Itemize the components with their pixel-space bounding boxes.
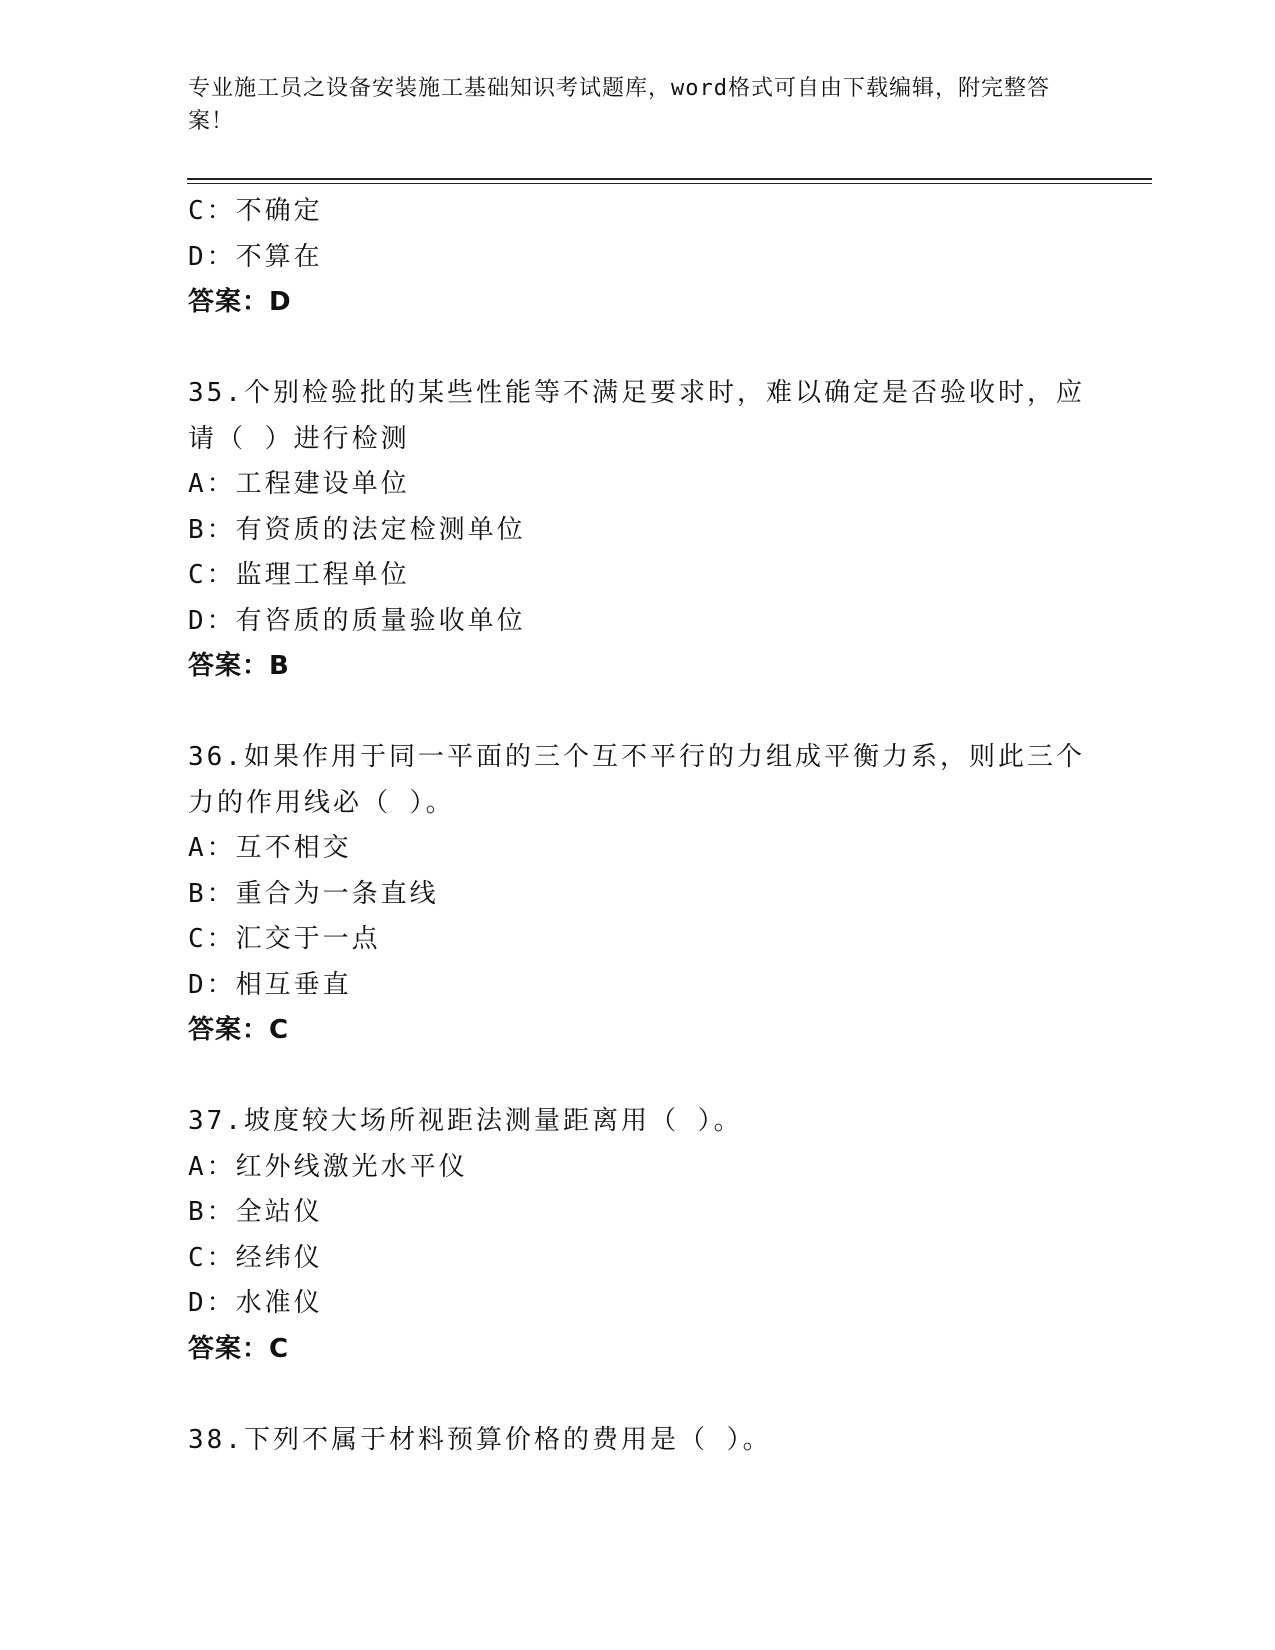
question-stem	[188, 371, 1088, 462]
question-stem	[188, 735, 1088, 826]
option-text: 红外线激光水平仪	[235, 1151, 468, 1182]
option-text: 汇交于一点	[235, 924, 381, 954]
option-text: 水准仪	[235, 1288, 323, 1318]
option-b	[188, 508, 1088, 554]
option-label: C：	[188, 1242, 236, 1273]
option-text: 不确定	[235, 196, 323, 226]
option-text: 不算在	[235, 241, 323, 272]
header-text: 专业施工员之设备安装施工基础知识考试题库，word格式可自由下载编辑，附完整答案！	[188, 76, 1050, 134]
header-divider-thin	[187, 183, 1152, 184]
question-38	[188, 1418, 1088, 1464]
option-label: B：	[188, 878, 236, 909]
option-label: C：	[188, 560, 236, 590]
option-label: A：	[188, 1151, 236, 1182]
question-stem	[188, 1099, 1088, 1145]
question-36	[188, 735, 1088, 1054]
option-text: 经纬仪	[235, 1242, 323, 1273]
option-c	[188, 1236, 1088, 1282]
question-text: 如果作用于同一平面的三个互不平行的力组成平衡力系，则此三个力的作用线必（ ）。	[188, 742, 1085, 818]
option-b	[188, 872, 1088, 918]
spacer	[188, 1372, 1088, 1418]
option-c	[188, 189, 1088, 235]
option-text: 互不相交	[235, 833, 352, 863]
question-fragment	[188, 189, 1088, 326]
option-text: 全站仪	[235, 1197, 323, 1227]
option-label: D：	[188, 1288, 236, 1318]
option-d	[188, 963, 1088, 1009]
question-number: 35.	[188, 378, 244, 408]
header-divider-thick	[187, 178, 1152, 180]
question-number: 37.	[188, 1106, 244, 1136]
page-header	[188, 72, 1078, 138]
option-label: B：	[188, 1197, 236, 1227]
answer-line: 答案：C	[188, 1015, 290, 1045]
question-stem	[188, 1418, 1088, 1464]
option-text: 有资质的法定检测单位	[235, 514, 526, 545]
option-label: A：	[188, 833, 236, 863]
option-label: C：	[188, 196, 236, 226]
option-text: 工程建设单位	[235, 469, 410, 499]
spacer	[188, 1054, 1088, 1100]
option-label: B：	[188, 514, 236, 545]
option-text: 有咨质的质量验收单位	[235, 605, 526, 636]
option-label: D：	[188, 241, 236, 272]
question-number: 36.	[188, 742, 244, 772]
question-text: 坡度较大场所视距法测量距离用（ ）。	[243, 1106, 743, 1136]
question-text: 个别检验批的某些性能等不满足要求时，难以确定是否验收时，应请（ ）进行检测	[188, 378, 1085, 454]
spacer	[188, 690, 1088, 736]
option-text: 重合为一条直线	[235, 878, 439, 909]
option-text: 监理工程单位	[235, 560, 410, 590]
question-37	[188, 1099, 1088, 1372]
option-b	[188, 1190, 1088, 1236]
spacer	[188, 326, 1088, 372]
question-list	[188, 189, 1088, 1463]
option-label: A：	[188, 469, 236, 499]
option-label: D：	[188, 969, 236, 1000]
option-a	[188, 826, 1088, 872]
option-label: C：	[188, 924, 236, 954]
question-number: 38.	[188, 1424, 244, 1455]
answer-line: 答案：C	[188, 1333, 290, 1364]
option-a	[188, 1145, 1088, 1191]
option-d	[188, 235, 1088, 281]
option-c	[188, 917, 1088, 963]
question-text: 下列不属于材料预算价格的费用是（ ）。	[243, 1424, 772, 1455]
answer-line: 答案：B	[188, 651, 290, 681]
option-label: D：	[188, 605, 236, 636]
option-d	[188, 599, 1088, 645]
option-d	[188, 1281, 1088, 1327]
option-c	[188, 553, 1088, 599]
answer-line: 答案：D	[188, 287, 292, 317]
question-35	[188, 371, 1088, 690]
option-text: 相互垂直	[235, 969, 352, 1000]
option-a	[188, 462, 1088, 508]
